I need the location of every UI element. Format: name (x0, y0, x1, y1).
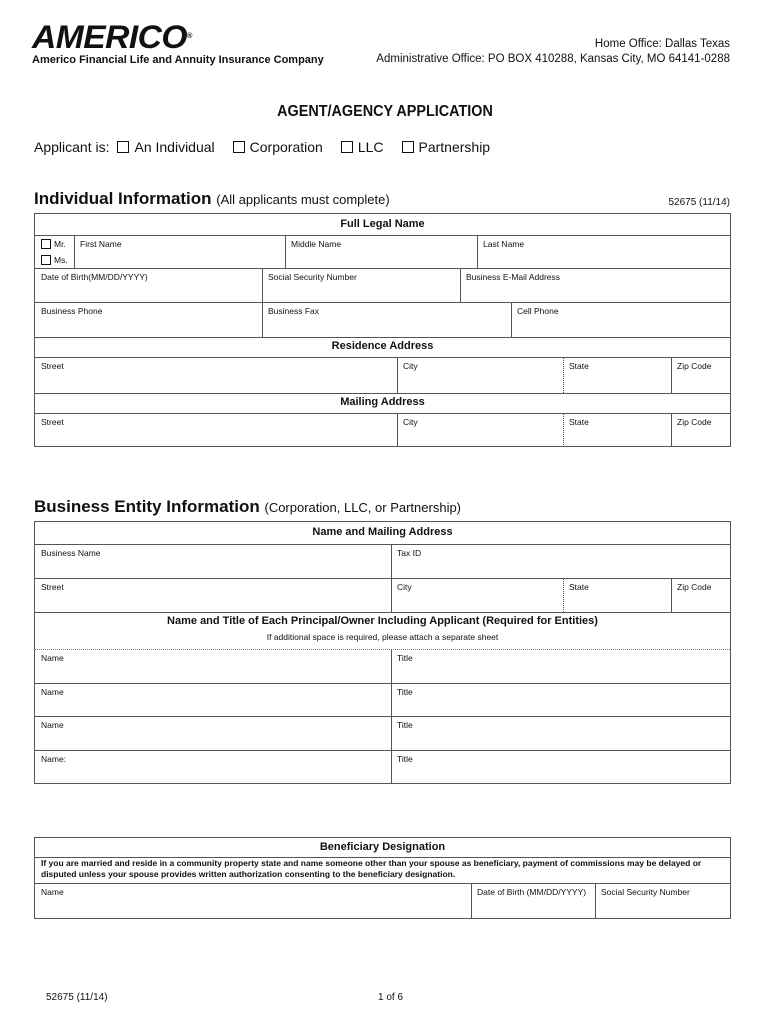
business-city-field[interactable]: City (397, 582, 412, 592)
home-office: Home Office: Dallas Texas (594, 38, 730, 50)
last-name-field[interactable]: Last Name (483, 239, 525, 249)
cell-phone-field[interactable]: Cell Phone (517, 306, 559, 316)
mailing-city-field[interactable]: City (403, 417, 418, 427)
principal-name-field-4[interactable]: Name: (41, 754, 67, 764)
americo-logo: AMERICO® (32, 19, 192, 55)
individual-section-heading: Individual Information (All applicants must complete) (34, 189, 390, 208)
principal-title-field-4[interactable]: Title (397, 754, 413, 764)
principals-note: If additional space is required, please attach a separate sheet (266, 632, 499, 642)
footer-page-number: 1 of 6 (378, 992, 404, 1003)
applicant-option-corporation[interactable]: Corporation (233, 139, 323, 155)
form-number-top: 52675 (11/14) (668, 197, 730, 208)
company-name: Americo Financial Life and Annuity Insurance Company (32, 54, 324, 66)
checkbox-individual[interactable] (117, 141, 129, 153)
checkbox-corporation[interactable] (233, 141, 245, 153)
beneficiary-header: Beneficiary Designation (319, 841, 446, 853)
admin-office: Administrative Office: PO BOX 410288, Kansas City, MO 64141-0288 (376, 53, 730, 65)
beneficiary-ssn-field[interactable]: Social Security Number (601, 887, 690, 897)
residence-city-field[interactable]: City (403, 361, 418, 371)
mailing-address-header: Mailing Address (340, 396, 425, 408)
business-fax-field[interactable]: Business Fax (268, 306, 320, 316)
business-info-table (34, 521, 731, 784)
beneficiary-table (34, 837, 731, 919)
residence-state-field[interactable]: State (569, 361, 589, 371)
residence-address-header: Residence Address (331, 340, 434, 352)
first-name-field[interactable]: First Name (80, 239, 122, 249)
principal-title-field-3[interactable]: Title (397, 720, 413, 730)
checkbox-llc[interactable] (341, 141, 353, 153)
mailing-street-field[interactable]: Street (41, 417, 64, 427)
business-state-field[interactable]: State (569, 582, 589, 592)
tax-id-field[interactable]: Tax ID (397, 548, 422, 558)
name-mailing-address-header: Name and Mailing Address (312, 526, 453, 538)
applicant-option-individual[interactable]: An Individual (117, 139, 214, 155)
full-legal-name-header: Full Legal Name (340, 218, 425, 230)
checkbox-partnership[interactable] (402, 141, 414, 153)
business-email-field[interactable]: Business E-Mail Address (466, 272, 561, 282)
business-phone-field[interactable]: Business Phone (41, 306, 103, 316)
residence-zip-field[interactable]: Zip Code (677, 361, 712, 371)
beneficiary-name-field[interactable]: Name (41, 887, 64, 897)
principal-name-field-1[interactable]: Name (41, 653, 64, 663)
mailing-state-field[interactable]: State (569, 417, 589, 427)
principal-title-field-2[interactable]: Title (397, 687, 413, 697)
dob-field[interactable]: Date of Birth(MM/DD/YYYY) (41, 272, 148, 282)
applicant-type-row (34, 139, 508, 155)
checkbox-mr[interactable] (41, 239, 51, 249)
ssn-field[interactable]: Social Security Number (268, 272, 357, 282)
business-zip-field[interactable]: Zip Code (677, 582, 712, 592)
principal-name-field-2[interactable]: Name (41, 687, 64, 697)
business-street-field[interactable]: Street (41, 582, 64, 592)
footer-form-number: 52675 (11/14) (46, 992, 108, 1003)
business-name-field[interactable]: Business Name (41, 548, 101, 558)
checkbox-ms[interactable] (41, 255, 51, 265)
applicant-option-partnership[interactable]: Partnership (402, 139, 491, 155)
principals-header: Name and Title of Each Principal/Owner Including Applicant (Required for Entities) (167, 615, 598, 627)
principal-name-field-3[interactable]: Name (41, 720, 64, 730)
residence-street-field[interactable]: Street (41, 361, 64, 371)
mailing-zip-field[interactable]: Zip Code (677, 417, 712, 427)
applicant-label: Applicant is: (34, 139, 110, 155)
principal-title-field-1[interactable]: Title (397, 653, 413, 663)
title-mr[interactable]: Mr. (41, 239, 66, 249)
applicant-option-llc[interactable]: LLC (341, 139, 384, 155)
business-section-heading: Business Entity Information (Corporation, LLC, or Partnership) (34, 497, 462, 516)
beneficiary-dob-field[interactable]: Date of Birth (MM/DD/YYYY) (477, 887, 587, 897)
title-ms[interactable]: Ms. (41, 255, 68, 265)
page-title: AGENT/AGENCY APPLICATION (277, 103, 493, 120)
individual-info-table (34, 213, 731, 447)
beneficiary-notice: If you are married and reside in a community property state and name someone other than your spouse as beneficiary, payment of commissions may be delayed or disputed unless your spouse provides written authorization consenting to the beneficiary designation. (41, 858, 702, 879)
middle-name-field[interactable]: Middle Name (291, 239, 342, 249)
